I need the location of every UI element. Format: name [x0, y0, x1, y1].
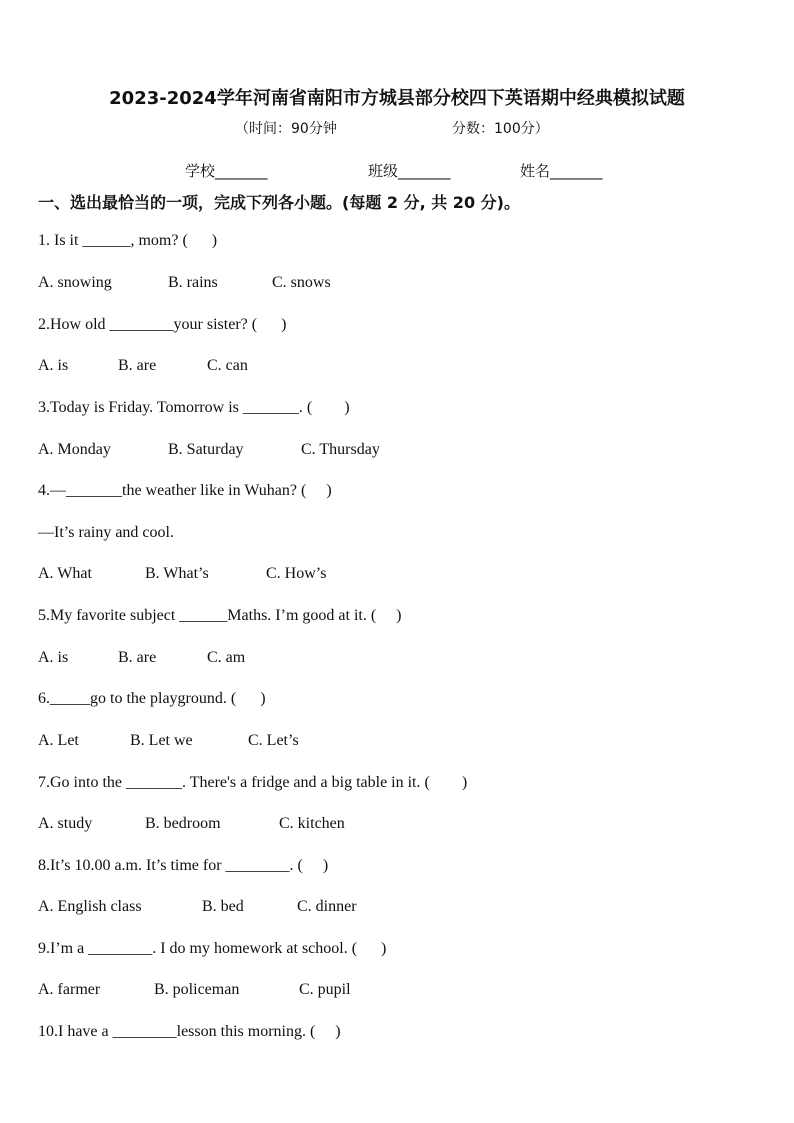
exam-score: 分数：100分） [452, 121, 549, 137]
question-1: 1. Is it ______, mom? ( ) [38, 232, 218, 249]
option-2a: A. is [38, 357, 69, 374]
option-4b: B. What’s [145, 565, 209, 582]
option-1b: B. rains [168, 274, 218, 291]
class-field: 班级_______ [368, 162, 451, 180]
question-4: 4.—_______the weather like in Wuhan? ( ) [38, 482, 332, 499]
option-7a: A. study [38, 815, 93, 832]
option-6b: B. Let we [130, 732, 193, 749]
option-1a: A. snowing [38, 274, 112, 291]
question-2: 2.How old ________your sister? ( ) [38, 316, 287, 333]
option-3c: C. Thursday [301, 441, 380, 458]
option-9c: C. pupil [299, 981, 351, 998]
option-3a: A. Monday [38, 441, 111, 458]
option-4c: C. How’s [266, 565, 327, 582]
section-heading: 一、选出最恰当的一项，完成下列各小题。(每题 2 分, 共 20 分)。 [38, 193, 520, 212]
option-7b: B. bedroom [145, 815, 221, 832]
school-field: 学校_______ [185, 162, 268, 180]
option-7c: C. kitchen [279, 815, 345, 832]
option-5a: A. is [38, 649, 69, 666]
exam-time: （时间：90分钟 [235, 121, 337, 137]
question-10: 10.I have a ________lesson this morning. ( ) [38, 1023, 341, 1040]
option-6a: A. Let [38, 732, 79, 749]
option-8b: B. bed [202, 898, 244, 915]
question-3: 3.Today is Friday. Tomorrow is _______. ( ) [38, 399, 350, 416]
question-6: 6._____go to the playground. ( ) [38, 690, 266, 707]
name-field: 姓名_______ [520, 162, 603, 180]
question-7: 7.Go into the _______. There's a fridge and a big table in it. ( ) [38, 774, 468, 791]
exam-title: 2023-2024学年河南省南阳市方城县部分校四下英语期中经典模拟试题 [109, 88, 685, 109]
option-8a: A. English class [38, 898, 142, 915]
option-9a: A. farmer [38, 981, 101, 998]
option-3b: B. Saturday [168, 441, 244, 458]
question-4-response: —It’s rainy and cool. [38, 524, 174, 541]
option-5c: C. am [207, 649, 246, 666]
question-5: 5.My favorite subject ______Maths. I’m good at it. ( ) [38, 607, 402, 624]
option-4a: A. What [38, 565, 92, 582]
option-2c: C. can [207, 357, 248, 374]
option-6c: C. Let’s [248, 732, 299, 749]
option-9b: B. policeman [154, 981, 240, 998]
option-1c: C. snows [272, 274, 331, 291]
option-2b: B. are [118, 357, 157, 374]
option-8c: C. dinner [297, 898, 357, 915]
question-8: 8.It’s 10.00 a.m. It’s time for ________. ( ) [38, 857, 329, 874]
question-9: 9.I’m a ________. I do my homework at school. ( ) [38, 940, 387, 957]
option-5b: B. are [118, 649, 157, 666]
